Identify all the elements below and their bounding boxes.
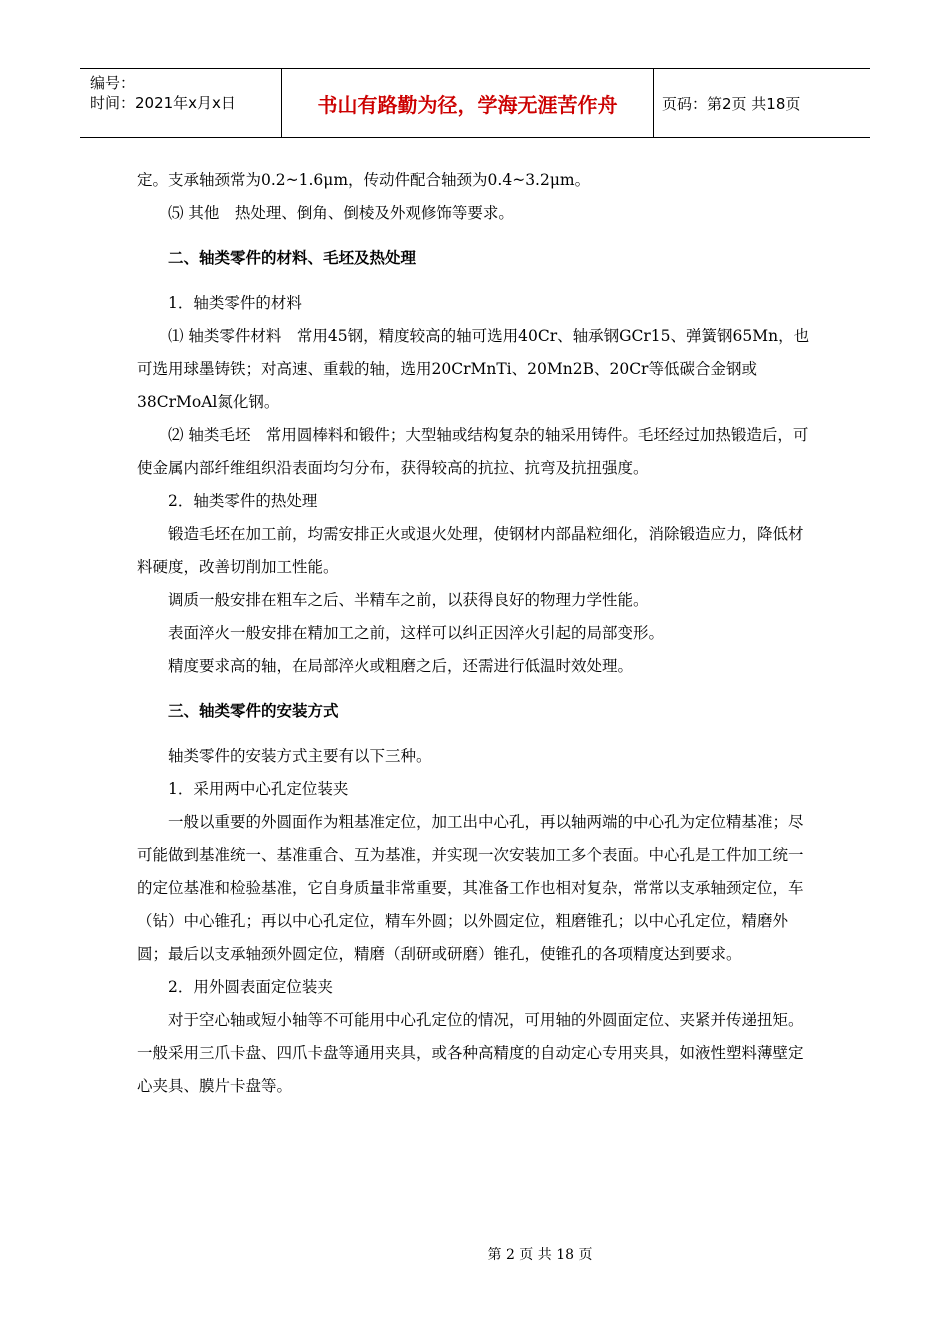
subheading: 1．轴类零件的材料 — [168, 294, 302, 312]
paragraph: 轴类零件的安装方式主要有以下三种。 — [168, 747, 432, 765]
header-meta — [80, 69, 282, 137]
paragraph: 调质一般安排在粗车之后、半精车之前，以获得良好的物理力学性能。 — [168, 591, 649, 609]
page-footer: 第 2 页 共 18 页 — [487, 1247, 593, 1263]
paragraph: 一般以重要的外圆面作为粗基准定位，加工出中心孔，再以轴两端的中心孔为定位精基准；尽可能做到基准统一、基准重合、互为基准，并实现一次安装加工多个表面。中心孔是工件加工统一的定位基准和检验基准，它自身质量非常重要，其准备工作也相对复杂，常常以支承轴颈定位，车（钻）中心锥孔；再以中心孔定位，精车外圆；以外圆定位，粗磨锥孔；以中心孔定位，精磨外圆；最后以支承轴颈外圆定位，精磨（刮研或研磨）锥孔，使锥孔的各项精度达到要求。 — [137, 813, 804, 963]
subheading: 2．轴类零件的热处理 — [168, 492, 318, 510]
header-page-info: 页码：第2页 共18页 — [662, 94, 801, 113]
paragraph: ⑸ 其他 热处理、倒角、倒棱及外观修饰等要求。 — [168, 204, 514, 222]
paragraph: ⑵ 轴类毛坯 常用圆棒料和锻件；大型轴或结构复杂的轴采用铸件。毛坯经过加热锻造后，可使金属内部纤维组织沿表面均匀分布，获得较高的抗拉、抗弯及抗扭强度。 — [137, 426, 809, 477]
paragraph: 对于空心轴或短小轴等不可能用中心孔定位的情况，可用轴的外圆面定位、夹紧并传递扭矩。一般采用三爪卡盘、四爪卡盘等通用夹具，或各种高精度的自动定心专用夹具，如液性塑料薄壁定心夹具、膜片卡盘等。 — [137, 1011, 804, 1095]
paragraph: 表面淬火一般安排在精加工之前，这样可以纠正因淬火引起的局部变形。 — [168, 624, 665, 642]
number-label: 编号： — [90, 74, 136, 92]
subheading: 1．采用两中心孔定位装夹 — [168, 780, 349, 798]
time-label: 时间：2021年x月x日 — [90, 94, 236, 112]
paragraph: 定。支承轴颈常为0.2~1.6μm，传动件配合轴颈为0.4~3.2μm。 — [137, 171, 591, 189]
section-heading: 三、轴类零件的安装方式 — [168, 702, 339, 720]
page-header — [80, 68, 870, 138]
paragraph: 锻造毛坯在加工前，均需安排正火或退火处理，使钢材内部晶粒细化，消除锻造应力，降低材料硬度，改善切削加工性能。 — [137, 525, 804, 576]
document-body — [137, 164, 817, 1103]
section-heading: 二、轴类零件的材料、毛坯及热处理 — [168, 249, 417, 267]
header-motto: 书山有路勤为径，学海无涯苦作舟 — [282, 69, 654, 137]
paragraph: 精度要求高的轴，在局部淬火或粗磨之后，还需进行低温时效处理。 — [168, 657, 634, 675]
subheading: 2．用外圆表面定位装夹 — [168, 978, 333, 996]
paragraph: ⑴ 轴类零件材料 常用45钢，精度较高的轴可选用40Cr、轴承钢GCr15、弹簧钢65Mn，也可选用球墨铸铁；对高速、重载的轴，选用20CrMnTi、20Mn2B、20Cr等低碳合金钢或38CrMoAl氮化钢。 — [137, 327, 810, 411]
